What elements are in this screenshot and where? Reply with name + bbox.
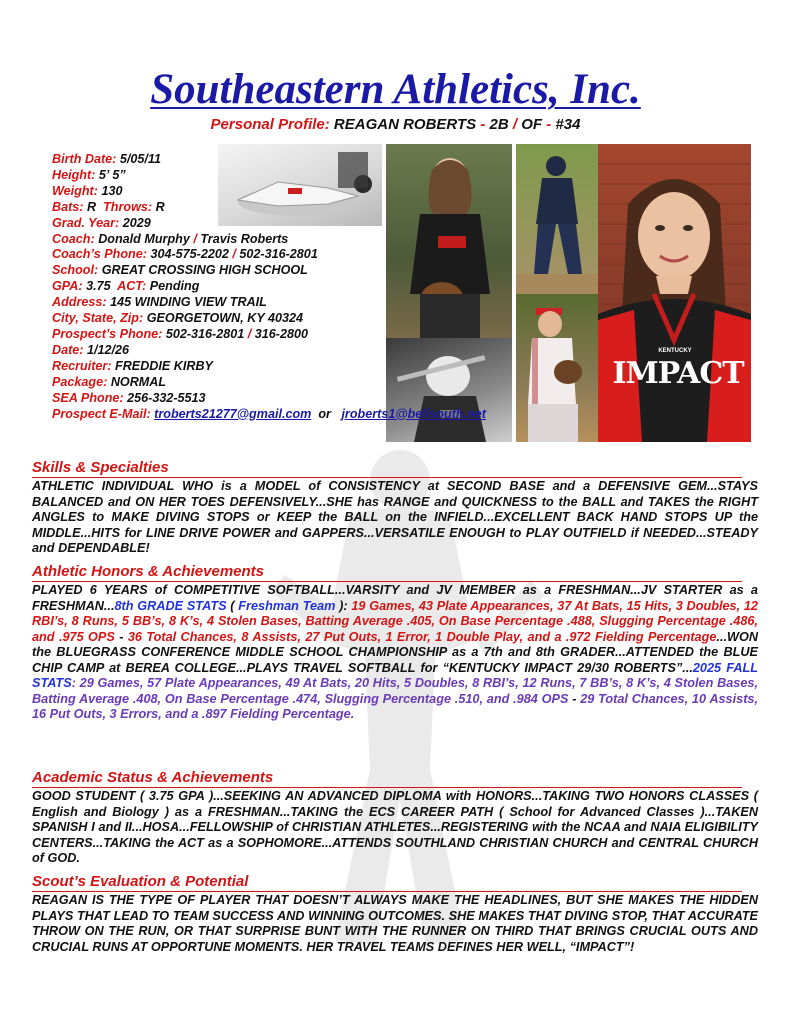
separator-dash: -	[546, 116, 552, 133]
address-row: Address: 145 WINDING VIEW TRAIL	[52, 295, 267, 310]
portrait-photo	[598, 144, 751, 442]
weight-row: Weight: 130	[52, 183, 123, 198]
eighth-grade-batting-stats: 19 Games, 43 Plate Appearances, 37 At Bats, 15 Hits, 3 Doubles, 12 RBI’s, 8 Runs, 5 BB’s, 8 K’s, 4 Stolen Bases, Batting Average .405, On Base Percentage .488, Slugging Percentage .486, and .975 OPS	[32, 598, 758, 644]
scout-section	[32, 874, 758, 955]
freshman-team-label: Freshman Team	[238, 598, 336, 613]
jersey-text: IMPACT	[612, 356, 744, 391]
position-primary: 2B	[489, 116, 509, 133]
skills-text: ATHLETIC INDIVIDUAL WHO is a MODEL of CONSISTENCY at SECOND BASE and a DEFENSIVE GEM...STAYS BALANCED and ON HER TOES DEFENSIVELY...SHE has RANGE and QUICKNESS to the BALL and TAKES the RIGHT ANGLES to MAKE DIVING STOPS or KEEP the BALL on the INFIELD...EXCELLENT BACK HAND STOPS UP the MIDDLE...HITS for LINE DRIVE POWER and GAPPERS...VERSATILE ENOUGH to PLAY OUTFIELD if NEEDED...STEADY and DEPENDABLE!	[32, 479, 758, 555]
position-secondary: OF	[521, 116, 543, 133]
separator-slash: /	[512, 116, 518, 133]
academic-heading: Academic Status & Achievements	[32, 770, 742, 788]
scout-heading: Scout’s Evaluation & Potential	[32, 874, 742, 892]
honors-section	[32, 564, 758, 723]
coach-row: Coach: Donald Murphy / Travis Roberts	[52, 231, 289, 246]
gpa-act-row: GPA: 3.75 ACT: Pending	[52, 279, 200, 294]
prospect-phone-row: Prospect’s Phone: 502-316-2801 / 316-2800	[52, 326, 309, 341]
height-row: Height: 5’ 5”	[52, 167, 126, 182]
school-row: School: GREAT CROSSING HIGH SCHOOL	[52, 263, 308, 278]
player-name: REAGAN ROBERTS	[333, 116, 477, 133]
package-row: Package: NORMAL	[52, 374, 167, 389]
jersey-small-text: KENTUCKY	[658, 348, 692, 354]
academic-text: GOOD STUDENT ( 3.75 GPA )...SEEKING AN ADVANCED DIPLOMA with HONORS...TAKING TWO HONORS CLASSES ( English and Biology ) as a FRESHMAN...TAKING the ECS CAREER PATH ( School for Advanced Classes )...TAKEN SPANISH I and II...HOSA...FELLOWSHIP of CHRISTIAN ATHLETES...REGISTERING with the NCAA and NAIA ELIGIBILITY CENTERS...TAKING the ACT as a SOPHOMORE...ATTENDS SOUTHLAND CHRISTIAN CHURCH and CENTRAL CHURCH of GOD.	[32, 789, 758, 865]
scout-text: REAGAN IS THE TYPE OF PLAYER THAT DOESN’T ALWAYS MAKE THE HEADLINES, BUT SHE MAKES THE HIDDEN PLAYS THAT LEAD TO TEAM SUCCESS AND WINNING OUTCOMES. SHE MAKES THAT DIVING STOP, THAT ACCURATE THROW ON THE RUN, OR THAT SURPRISE BUNT WITH THE RUNNER ON THIRD THAT BRINGS CRUCIAL OUTS AND CRUCIAL RUNS AT OPPORTUNE MOMENTS. HER TRAVEL TEAMS DEFINES HER WELL, “IMPACT”!	[32, 893, 758, 954]
fall-batting-stats: : 29 Games, 57 Plate Appearances, 49 At Bats, 20 Hits, 5 Doubles, 8 RBI’s, 12 Runs, 7 BB’s, 8 K’s, 4 Stolen Bases, Batting Average .408, On Base Percentage .474, Slugging Percentage .510, and .984 OPS	[32, 676, 758, 706]
city-state-zip-row: City, State, Zip: GEORGETOWN, KY 40324	[52, 311, 304, 326]
coach-phone-row: Coach’s Phone: 304-575-2202 / 502-316-2801	[52, 247, 318, 262]
fall-stats-label: 2025 FALL STATS	[32, 660, 758, 690]
jersey-number: #34	[555, 116, 581, 133]
skills-heading: Skills & Specialties	[32, 460, 742, 478]
academic-section	[32, 770, 758, 867]
personal-profile-line	[0, 116, 791, 134]
recruiter-row: Recruiter: FREDDIE KIRBY	[52, 358, 213, 373]
skills-section	[32, 460, 758, 557]
separator-dash: -	[480, 116, 486, 133]
grad-year-row: Grad. Year: 2029	[52, 215, 151, 230]
honors-heading: Athletic Honors & Achievements	[32, 564, 742, 582]
birth-date-row: Birth Date: 5/05/11	[52, 152, 161, 166]
company-title: Southeastern Athletics, Inc.	[150, 66, 641, 113]
fall-fielding-stats: 29 Total Chances, 10 Assists, 16 Put Outs, 3 Errors, and a .897 Fielding Percentage.	[32, 691, 758, 721]
bats-throws-row: Bats: R Throws: R	[52, 199, 165, 214]
email-row: Prospect E-Mail: troberts21277@gmail.com or jroberts1@bellsouth.net	[52, 406, 486, 421]
profile-label: Personal Profile:	[210, 116, 330, 133]
eighth-grade-stats-label: 8th GRADE STATS	[114, 598, 227, 613]
honors-text: PLAYED 6 YEARS of COMPETITIVE SOFTBALL...VARSITY and JV MEMBER as a FRESHMAN...JV STARTER as a FRESHMAN...8th GRADE STATS ( Freshman Team ): 19 Games, 43 Plate Appearances, 37 At Bats, 15 Hits, 3 Doubles, 12 RBI’s, 8 Runs, 5 BB’s, 8 K’s, 4 Stolen Bases, Batting Average .405, On Base Percentage .488, Slugging Percentage .486, and .975 OPS - 36 Total Chances, 8 Assists, 27 Put Outs, 1 Error, 1 Double Play, and a .972 Fielding Percentage...WON the BLUEGRASS CONFERENCE MIDDLE SCHOOL CHAMPIONSHIP as a 7th and 8th GRADER...ATTENDED the BLUE CHIP CAMP at BEREA COLLEGE...PLAYS TRAVEL SOFTBALL for “KENTUCKY IMPACT 29/30 ROBERTS”...2025 FALL STATS: 29 Games, 57 Plate Appearances, 49 At Bats, 20 Hits, 5 Doubles, 8 RBI’s, 12 Runs, 7 BB’s, 8 K’s, 4 Stolen Bases, Batting Average .408, On Base Percentage .474, Slugging Percentage .510, and .984 OPS - 29 Total Chances, 10 Assists, 16 Put Outs, 3 Errors, and a .897 Fielding Percentage.	[32, 583, 759, 721]
profile-info	[52, 152, 612, 422]
date-row: Date: 1/12/26	[52, 342, 130, 357]
sea-phone-row: SEA Phone: 256-332-5513	[52, 390, 206, 405]
email-link-primary[interactable]: troberts21277@gmail.com	[154, 406, 312, 421]
email-link-secondary[interactable]: jroberts1@bellsouth.net	[341, 406, 486, 421]
eighth-grade-fielding-stats: 36 Total Chances, 8 Assists, 27 Put Outs, 1 Error, 1 Double Play, and a .972 Fielding Percentage	[127, 629, 717, 644]
